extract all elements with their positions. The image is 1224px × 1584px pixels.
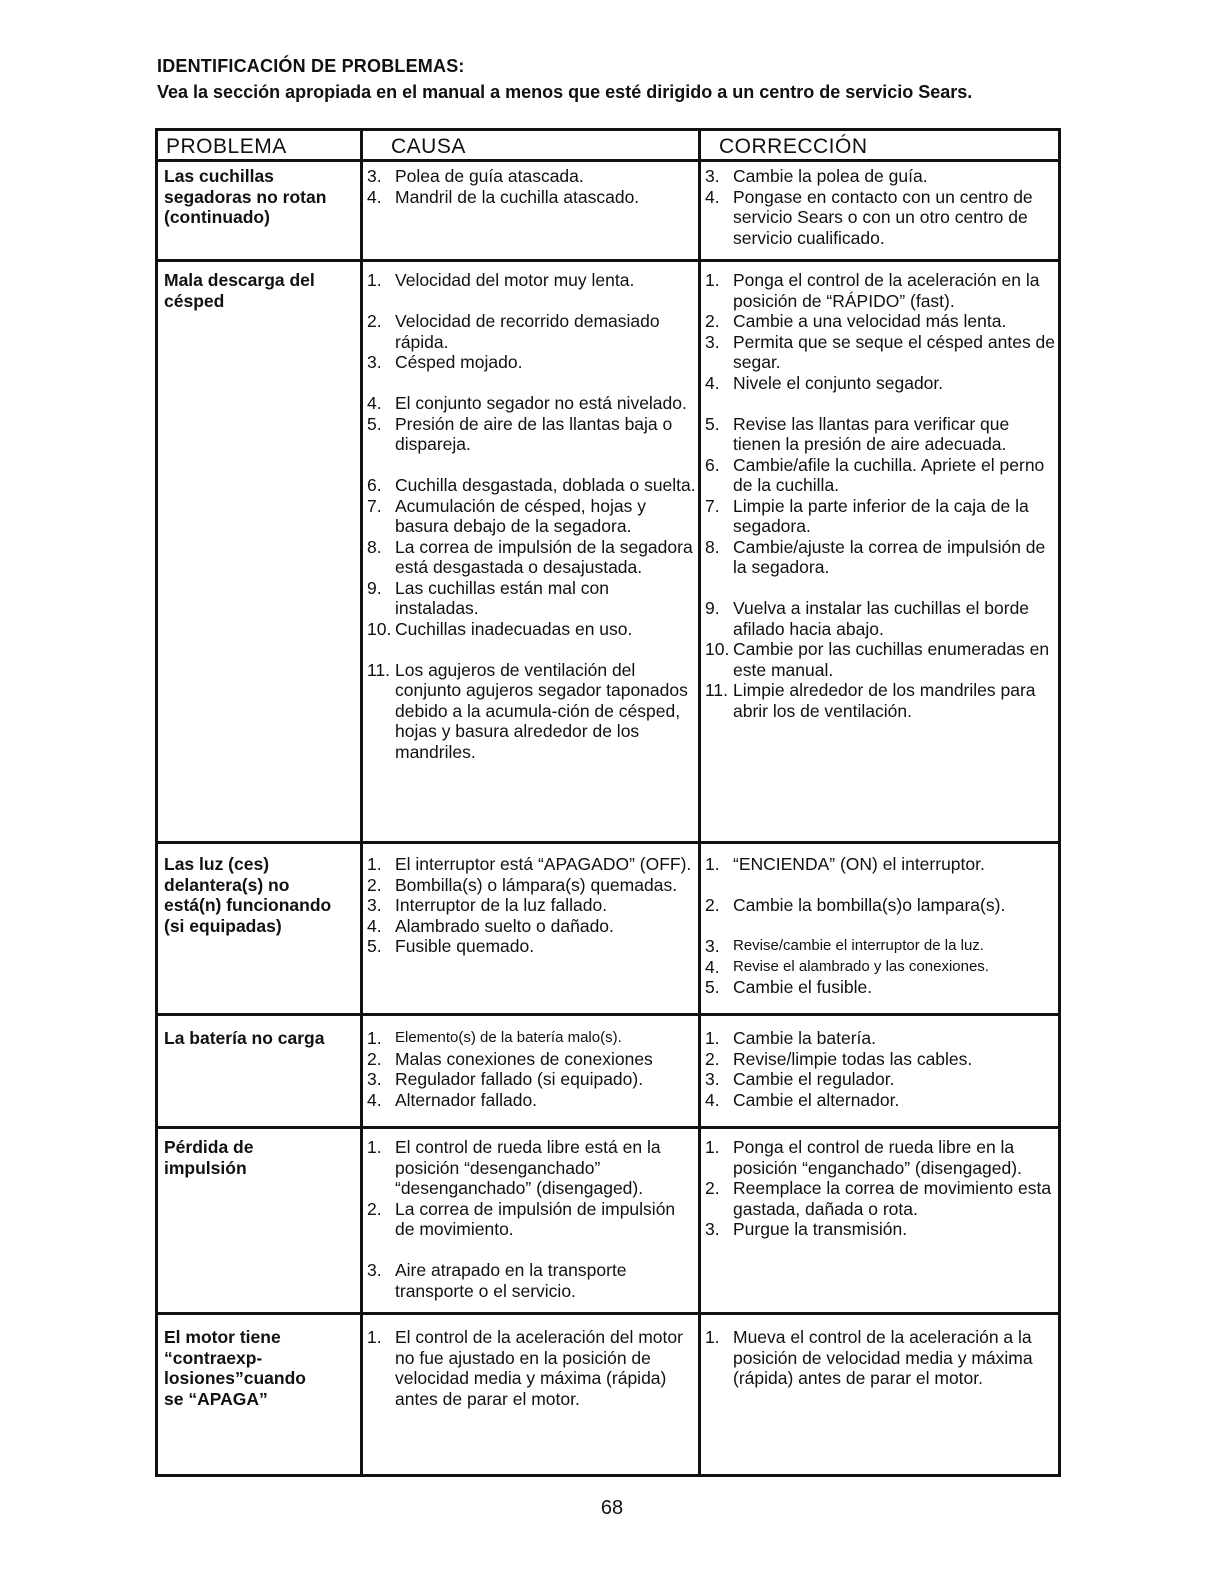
page-title: IDENTIFICACIÓN DE PROBLEMAS: [157, 56, 465, 76]
item-number: 1. [367, 1137, 382, 1157]
item-number: 1. [705, 270, 720, 290]
list-item [367, 854, 696, 875]
item-text: Polea de guía atascada. [395, 166, 584, 186]
item-text: Cambie a una velocidad más lenta. [733, 311, 1007, 331]
problem-line: Las cuchillas [164, 166, 274, 186]
item-number: 11. [705, 680, 729, 700]
list-item [705, 977, 1056, 998]
item-text: Ponga el control de rueda libre en la posición “enganchado” (disengaged). [733, 1137, 1022, 1178]
list-item [705, 270, 1056, 311]
item-text: Mueva el control de la aceleración a la posición de velocidad media y máxima (rápida) antes de parar el motor. [733, 1327, 1033, 1388]
item-text: Las cuchillas están mal con instaladas. [395, 577, 609, 618]
item-text: Revise/limpie todas las cables. [733, 1048, 973, 1069]
item-text: Acumulación de césped, hojas y basura debajo de la segadora. [395, 495, 646, 536]
list-item [367, 166, 696, 187]
item-number: 1. [367, 270, 382, 290]
table-header-row [157, 130, 1060, 161]
item-text: Cambie la polea de guía. [733, 166, 928, 186]
item-text: Revise/cambie el interruptor de la luz. [733, 937, 984, 954]
problem-line: (continuado) [164, 207, 270, 227]
table-row [157, 843, 1060, 1015]
list-item [367, 475, 696, 496]
item-number: 4. [705, 186, 720, 207]
list-item [705, 414, 1056, 455]
item-text: Césped mojado. [395, 352, 523, 372]
problem-line: El motor tiene [164, 1327, 281, 1347]
list-item [367, 352, 696, 373]
list-item [705, 1028, 1056, 1049]
item-number: 1. [705, 854, 720, 874]
cause-cell [362, 1314, 700, 1476]
item-number: 2. [705, 895, 720, 915]
item-number: 8. [367, 536, 382, 557]
list-item [367, 936, 696, 957]
item-number: 4. [367, 186, 382, 207]
item-text: Nivele el conjunto segador. [733, 372, 944, 393]
cause-cell [362, 1015, 700, 1128]
item-text: Cambie/afile la cuchilla. Apriete el perno de la cuchilla. [733, 454, 1045, 495]
item-number: 1. [705, 1327, 720, 1347]
item-number: 2. [367, 874, 382, 895]
list-item [367, 875, 696, 896]
problem-line: segadoras no rotan [164, 186, 327, 207]
problem-cell [157, 1015, 362, 1128]
correction-cell [700, 261, 1060, 843]
table-row [157, 261, 1060, 843]
list-item [705, 1219, 1056, 1240]
item-text: Reemplace la correa de movimiento esta gastada, dañada o rota. [733, 1178, 1052, 1219]
item-number: 10. [705, 639, 730, 659]
header-problem: PROBLEMA [157, 130, 362, 161]
problem-line: césped [164, 290, 225, 311]
problem-line: “contraexp- [164, 1347, 263, 1368]
item-number: 3. [705, 166, 720, 186]
troubleshooting-table [155, 128, 1061, 1477]
item-number: 10. [367, 618, 392, 639]
list-item [705, 166, 1056, 187]
cause-cell [362, 261, 700, 843]
item-text: Ponga el control de la aceleración en la posición de “RÁPIDO” (fast). [733, 270, 1040, 311]
item-number: 11. [367, 659, 391, 680]
table-row [157, 161, 1060, 261]
item-text: Velocidad de recorrido demasiado rápida. [395, 311, 660, 352]
item-number: 3. [367, 1069, 382, 1089]
correction-cell [700, 1314, 1060, 1476]
correction-cell [700, 843, 1060, 1015]
list-item [705, 895, 1056, 916]
item-text: Presión de aire de las llantas baja o dispareja. [395, 413, 673, 454]
list-item [367, 1049, 696, 1070]
item-text: Bombilla(s) o lámpara(s) quemadas. [395, 874, 678, 895]
list-item [705, 598, 1056, 639]
list-item [367, 1069, 696, 1090]
list-item [705, 957, 1056, 978]
item-text: “ENCIENDA” (ON) el interruptor. [733, 854, 985, 874]
cause-cell [362, 843, 700, 1015]
list-item [367, 496, 696, 537]
item-text: Cambie el regulador. [733, 1069, 895, 1089]
item-text: El control de la aceleración del motor no fue ajustado en la posición de velocidad media y máxima (rápida) antes de parar el motor. [395, 1327, 683, 1409]
problem-line: (si equipadas) [164, 915, 282, 936]
problem-cell [157, 261, 362, 843]
list-item [705, 680, 1056, 721]
item-text: Velocidad del motor muy lenta. [395, 270, 635, 290]
list-item [367, 916, 696, 937]
problem-line: Pérdida de [164, 1137, 254, 1157]
item-number: 9. [367, 577, 382, 598]
item-text: Cuchillas inadecuadas en uso. [395, 618, 633, 639]
item-text: Alternador fallado. [395, 1089, 538, 1110]
item-number: 6. [367, 475, 382, 495]
item-number: 3. [705, 331, 720, 352]
list-item [705, 1137, 1056, 1178]
page-subtitle: Vea la sección apropiada en el manual a menos que esté dirigido a un centro de servicio Sears. [157, 82, 973, 102]
problem-line: La batería no carga [164, 1028, 325, 1048]
problem-line: losiones”cuando [164, 1368, 306, 1388]
header-correction: CORRECCIÓN [700, 130, 1060, 161]
problem-line: está(n) funcionando [164, 895, 332, 915]
item-number: 3. [367, 352, 382, 372]
problem-line: impulsión [164, 1157, 247, 1178]
item-number: 6. [705, 454, 720, 475]
item-text: Regulador fallado (si equipado). [395, 1069, 644, 1089]
item-text: Mandril de la cuchilla atascado. [395, 186, 640, 207]
list-item [367, 187, 696, 208]
item-text: Aire atrapado en la transporte transporte o el servicio. [395, 1260, 627, 1301]
item-number: 1. [367, 854, 382, 874]
list-item [367, 1260, 696, 1301]
item-number: 2. [705, 1048, 720, 1069]
item-number: 2. [367, 1048, 382, 1069]
item-text: Cambie la bombilla(s)o lampara(s). [733, 895, 1006, 915]
list-item [367, 1028, 696, 1049]
item-text: Cambie el fusible. [733, 977, 873, 997]
item-number: 3. [705, 1069, 720, 1089]
item-text: Limpie la parte inferior de la caja de la segadora. [733, 495, 1029, 536]
item-number: 8. [705, 536, 720, 557]
item-number: 4. [705, 956, 720, 977]
list-item [367, 1137, 696, 1199]
item-number: 7. [367, 495, 382, 516]
item-number: 3. [367, 1260, 382, 1280]
table-row [157, 1015, 1060, 1128]
header-cause: CAUSA [362, 130, 700, 161]
problem-cell [157, 161, 362, 261]
list-item [367, 311, 696, 352]
item-text: El control de rueda libre está en la posición “desenganchado” “desenganchado” (disengaged). [395, 1137, 661, 1198]
list-item [705, 455, 1056, 496]
item-number: 5. [367, 936, 382, 956]
list-item [705, 1090, 1056, 1111]
item-number: 5. [367, 413, 382, 434]
item-number: 9. [705, 598, 720, 618]
item-text: Alambrado suelto o dañado. [395, 915, 614, 936]
page-number: 68 [600, 1497, 624, 1519]
list-item [367, 270, 696, 291]
list-item [705, 332, 1056, 373]
item-text: Revise el alambrado y las conexiones. [733, 957, 989, 975]
item-number: 1. [705, 1028, 720, 1048]
item-text: La correa de impulsión de impulsión de movimiento. [395, 1198, 676, 1239]
problem-line: se “APAGA” [164, 1388, 268, 1409]
problem-cell [157, 1314, 362, 1476]
item-number: 2. [367, 311, 382, 331]
item-number: 2. [367, 1198, 382, 1219]
item-text: El interruptor está “APAGADO” (OFF). [395, 854, 692, 874]
list-item [367, 393, 696, 414]
list-item [705, 1178, 1056, 1219]
list-item [367, 1199, 696, 1240]
list-item [705, 936, 1056, 957]
table-row [157, 1128, 1060, 1314]
list-item [367, 1327, 696, 1409]
item-text: Revise las llantas para verificar que tienen la presión de aire adecuada. [733, 413, 1010, 454]
item-number: 4. [367, 1089, 382, 1110]
problem-cell [157, 843, 362, 1015]
list-item [705, 1069, 1056, 1090]
list-item [705, 639, 1056, 680]
item-number: 4. [367, 393, 382, 413]
list-item [705, 496, 1056, 537]
item-number: 2. [705, 311, 720, 331]
list-item [705, 537, 1056, 578]
problem-cell [157, 1128, 362, 1314]
item-number: 1. [367, 1327, 382, 1347]
problem-line: delantera(s) no [164, 874, 290, 895]
item-number: 3. [705, 1219, 720, 1239]
list-item [705, 854, 1056, 875]
item-number: 3. [705, 936, 720, 956]
list-item [705, 1049, 1056, 1070]
item-text: Elemento(s) de la batería malo(s). [395, 1029, 622, 1046]
item-text: Permita que se seque el césped antes de segar. [733, 331, 1056, 372]
item-number: 4. [367, 915, 382, 936]
list-item [367, 537, 696, 578]
item-text: Cambie por las cuchillas enumeradas en este manual. [733, 639, 1050, 680]
item-number: 1. [367, 1028, 382, 1048]
item-text: Interruptor de la luz fallado. [395, 895, 608, 915]
item-text: Cambie/ajuste la correa de impulsión de la segadora. [733, 536, 1046, 577]
item-number: 3. [367, 166, 382, 186]
item-number: 7. [705, 495, 720, 516]
item-text: Fusible quemado. [395, 936, 535, 956]
list-item [367, 414, 696, 455]
problem-line: Las luz (ces) [164, 854, 270, 874]
item-text: Limpie alrededor de los mandriles para abrir los de ventilación. [733, 680, 1036, 721]
list-item [367, 619, 696, 640]
item-number: 5. [705, 977, 720, 997]
list-item [705, 311, 1056, 332]
correction-cell [700, 161, 1060, 261]
item-text: Cambie la batería. [733, 1028, 876, 1048]
item-text: Vuelva a instalar las cuchillas el borde afilado hacia abajo. [733, 598, 1030, 639]
list-item [705, 373, 1056, 394]
item-number: 3. [367, 895, 382, 915]
list-item [367, 1090, 696, 1111]
item-text: Pongase en contacto con un centro de servicio Sears o con un otro centro de servicio cualificado. [733, 186, 1033, 248]
item-text: La correa de impulsión de la segadora está desgastada o desajustada. [395, 536, 693, 577]
correction-cell [700, 1015, 1060, 1128]
item-number: 2. [705, 1178, 720, 1198]
list-item [705, 187, 1056, 249]
correction-cell [700, 1128, 1060, 1314]
item-text: Malas conexiones de conexiones [395, 1048, 653, 1069]
item-number: 1. [705, 1137, 720, 1157]
item-text: Cambie el alternador. [733, 1089, 900, 1110]
list-item [705, 1327, 1056, 1389]
problem-line: Mala descarga del [164, 270, 315, 290]
item-text: Cuchilla desgastada, doblada o suelta. [395, 475, 696, 495]
item-number: 4. [705, 1089, 720, 1110]
item-text: El conjunto segador no está nivelado. [395, 393, 687, 413]
list-item [367, 660, 696, 763]
list-item [367, 578, 696, 619]
item-text: Los agujeros de ventilación del conjunto agujeros segador taponados debido a la acumula-ción de césped, hojas y basura alrededor de los mandriles. [395, 659, 688, 762]
cause-cell [362, 161, 700, 261]
table-row [157, 1314, 1060, 1476]
list-item [367, 895, 696, 916]
cause-cell [362, 1128, 700, 1314]
item-number: 4. [705, 372, 720, 393]
item-text: Purgue la transmisión. [733, 1219, 908, 1239]
item-number: 5. [705, 413, 720, 434]
